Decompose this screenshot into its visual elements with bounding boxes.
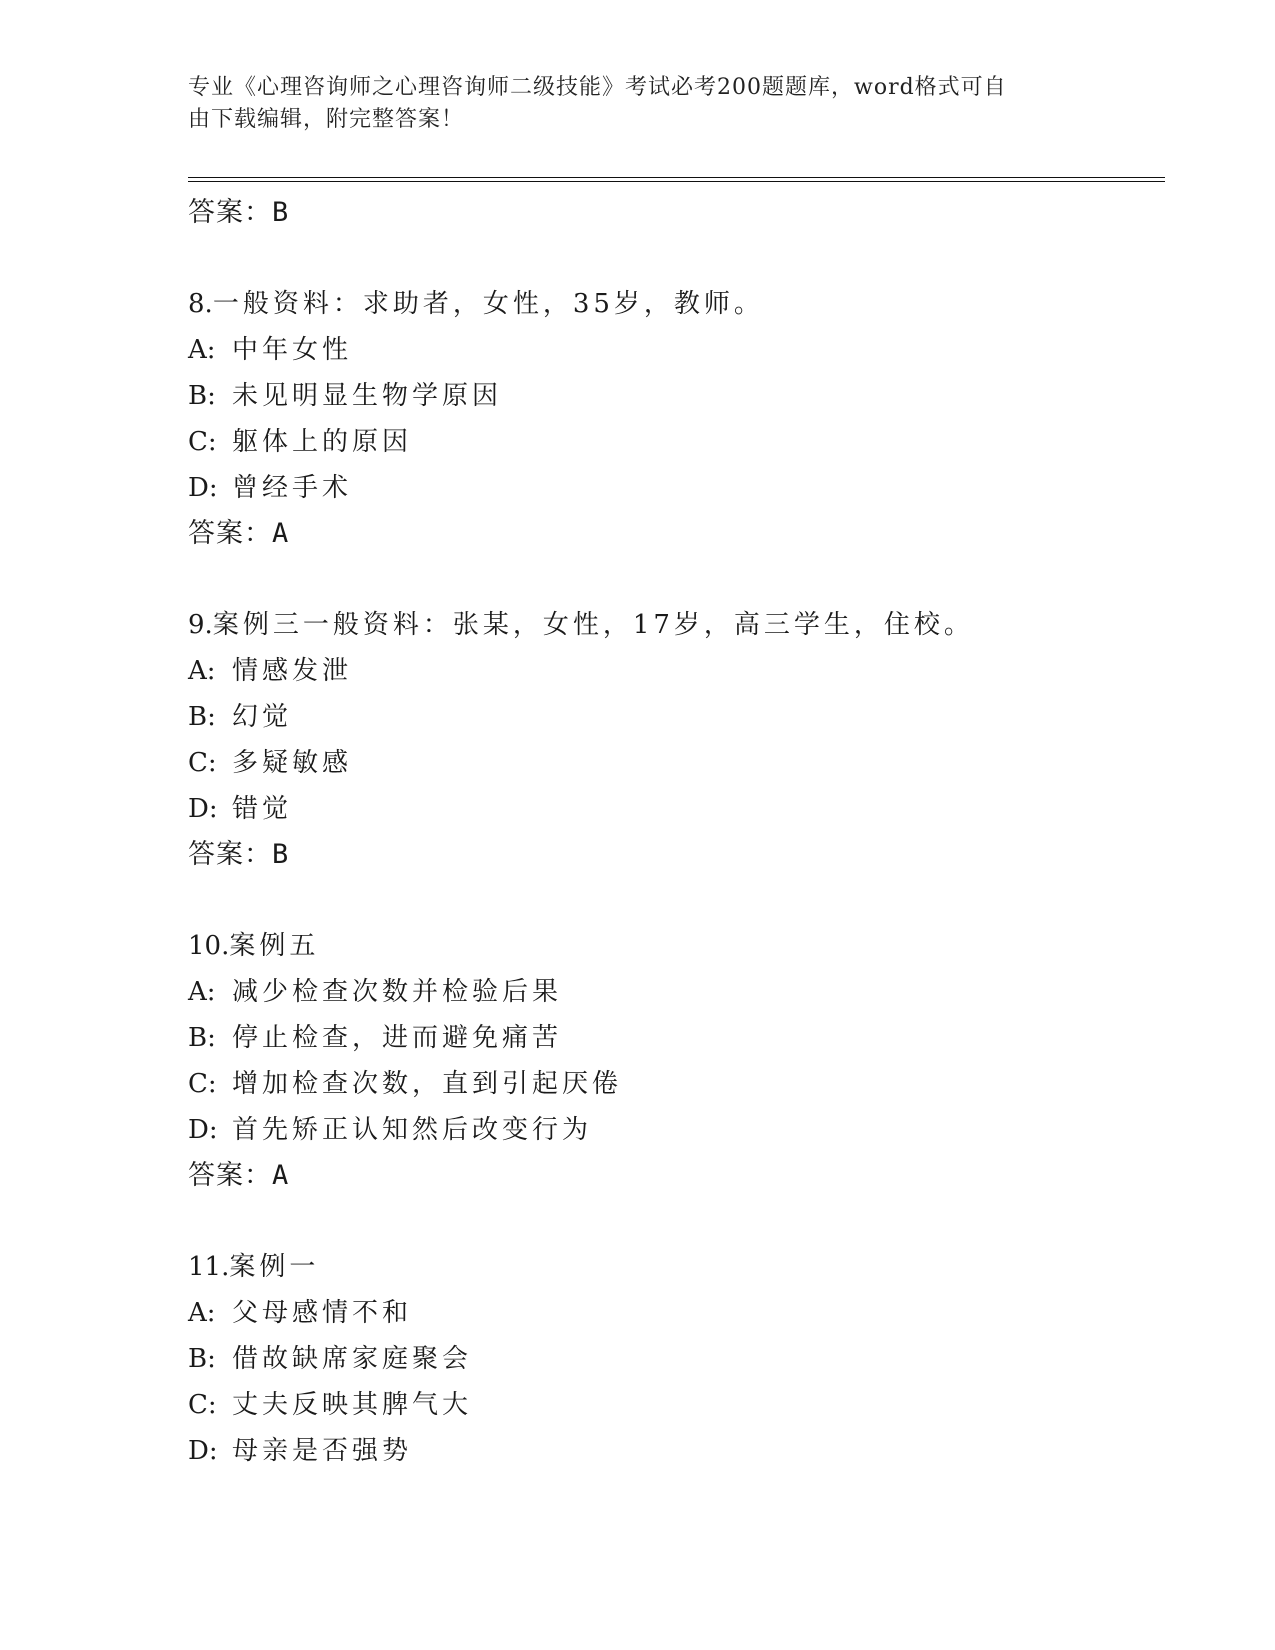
question-text: 案例五 bbox=[229, 931, 320, 961]
spacer bbox=[188, 1199, 1168, 1244]
option-text: 未见明显生物学原因 bbox=[232, 381, 503, 411]
option-c bbox=[188, 1061, 1168, 1107]
option-letter: C: bbox=[188, 748, 217, 778]
header-line-1: 专业《心理咨询师之心理咨询师二级技能》考试必考200题题库，word格式可自 bbox=[188, 75, 1007, 100]
document-header bbox=[188, 72, 1068, 136]
option-letter: B: bbox=[188, 1023, 216, 1053]
header-line-2: 由下载编辑，附完整答案！ bbox=[188, 107, 465, 132]
option-d bbox=[188, 786, 1168, 832]
option-text: 减少检查次数并检验后果 bbox=[232, 977, 563, 1007]
question-number: 9. bbox=[188, 610, 213, 640]
answer-line bbox=[188, 190, 1168, 236]
question-number: 8. bbox=[188, 289, 213, 319]
option-text: 躯体上的原因 bbox=[232, 427, 413, 457]
option-text: 借故缺席家庭聚会 bbox=[232, 1344, 473, 1374]
answer-value: B bbox=[272, 839, 290, 870]
answer-line bbox=[188, 511, 1168, 557]
question-text: 案例三一般资料：张某，女性，17岁，高三学生，住校。 bbox=[212, 610, 974, 640]
option-letter: A: bbox=[188, 1298, 216, 1328]
option-c bbox=[188, 740, 1168, 786]
spacer bbox=[188, 236, 1168, 281]
question-stem bbox=[188, 602, 1168, 648]
spacer bbox=[188, 878, 1168, 923]
option-text: 曾经手术 bbox=[232, 473, 353, 503]
answer-label: 答案： bbox=[188, 1160, 272, 1191]
option-letter: C: bbox=[188, 427, 217, 457]
option-a bbox=[188, 969, 1168, 1015]
answer-label: 答案： bbox=[188, 518, 272, 549]
option-letter: D: bbox=[188, 1436, 218, 1466]
answer-line bbox=[188, 1153, 1168, 1199]
option-d bbox=[188, 1107, 1168, 1153]
option-d bbox=[188, 465, 1168, 511]
question-list bbox=[188, 190, 1168, 1474]
answer-label: 答案： bbox=[188, 197, 272, 228]
option-text: 父母感情不和 bbox=[232, 1298, 413, 1328]
option-c bbox=[188, 1382, 1168, 1428]
answer-line bbox=[188, 832, 1168, 878]
option-letter: D: bbox=[188, 1115, 218, 1145]
option-letter: A: bbox=[188, 335, 216, 365]
option-letter: B: bbox=[188, 381, 216, 411]
option-letter: D: bbox=[188, 794, 218, 824]
option-text: 幻觉 bbox=[232, 702, 293, 732]
option-b bbox=[188, 373, 1168, 419]
option-text: 丈夫反映其脾气大 bbox=[232, 1390, 473, 1420]
option-a bbox=[188, 648, 1168, 694]
spacer bbox=[188, 557, 1168, 602]
option-letter: D: bbox=[188, 473, 218, 503]
question-number: 11. bbox=[188, 1252, 230, 1282]
question-stem bbox=[188, 923, 1168, 969]
option-letter: B: bbox=[188, 1344, 216, 1374]
header-divider bbox=[188, 177, 1165, 182]
question-stem bbox=[188, 1244, 1168, 1290]
option-text: 母亲是否强势 bbox=[232, 1436, 413, 1466]
option-c bbox=[188, 419, 1168, 465]
option-b bbox=[188, 1015, 1168, 1061]
option-text: 中年女性 bbox=[232, 335, 353, 365]
answer-value: A bbox=[272, 518, 290, 549]
option-text: 停止检查，进而避免痛苦 bbox=[232, 1023, 563, 1053]
answer-label: 答案： bbox=[188, 839, 272, 870]
question-stem bbox=[188, 281, 1168, 327]
option-letter: C: bbox=[188, 1390, 217, 1420]
answer-value: B bbox=[272, 197, 290, 228]
question-text: 案例一 bbox=[229, 1252, 320, 1282]
option-text: 多疑敏感 bbox=[232, 748, 353, 778]
option-letter: B: bbox=[188, 702, 216, 732]
option-text: 首先矫正认知然后改变行为 bbox=[232, 1115, 593, 1145]
option-a bbox=[188, 327, 1168, 373]
option-b bbox=[188, 1336, 1168, 1382]
option-b bbox=[188, 694, 1168, 740]
option-text: 增加检查次数，直到引起厌倦 bbox=[232, 1069, 623, 1099]
option-letter: C: bbox=[188, 1069, 217, 1099]
option-text: 情感发泄 bbox=[232, 656, 353, 686]
answer-value: A bbox=[272, 1160, 290, 1191]
option-text: 错觉 bbox=[232, 794, 293, 824]
option-d bbox=[188, 1428, 1168, 1474]
option-letter: A: bbox=[188, 977, 216, 1007]
option-letter: A: bbox=[188, 656, 216, 686]
option-a bbox=[188, 1290, 1168, 1336]
question-text: 一般资料：求助者，女性，35岁，教师。 bbox=[212, 289, 764, 319]
question-number: 10. bbox=[188, 931, 230, 961]
